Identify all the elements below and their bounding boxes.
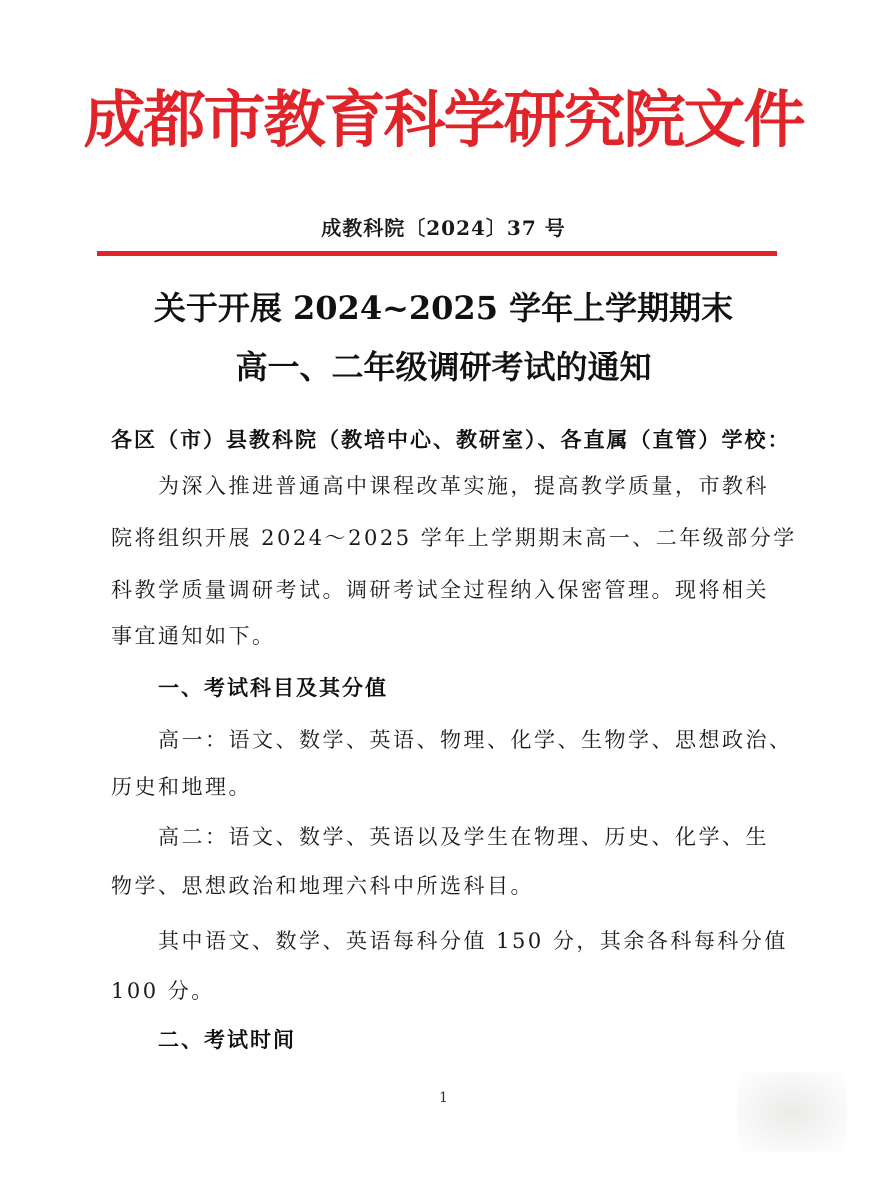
notice-title-line-1: 关于开展 2024~2025 学年上学期期末 [153,289,734,327]
score-values-line: 其中语文、数学、英语每科分值 150 分，其余各科每科分值 [158,929,788,953]
section-heading-subjects: 一、考试科目及其分值 [158,675,388,700]
org-header-title: 成都市教育科学研究院文件 [83,83,804,156]
intro-paragraph-line: 院将组织开展 2024～2025 学年上学期期末高一、二年级部分学 [111,526,797,550]
section-heading-exam-time: 二、考试时间 [158,1027,296,1052]
grade2-subjects-line: 高二：语文、数学、英语以及学生在物理、历史、化学、生 [158,825,769,849]
score-values-line: 100 分。 [111,979,215,1003]
grade1-subjects-line: 高一：语文、数学、英语、物理、化学、生物学、思想政治、 [158,728,793,752]
intro-paragraph-line: 为深入推进普通高中课程改革实施，提高教学质量，市教科 [158,474,769,498]
grade2-subjects-line: 物学、思想政治和地理六科中所选科目。 [111,874,534,898]
document-number: 成教科院〔2024〕37 号 [321,216,566,240]
scan-smudge [737,1072,847,1152]
page-number: 1 [439,1090,448,1106]
intro-paragraph-line: 科教学质量调研考试。调研考试全过程纳入保密管理。现将相关 [111,578,769,602]
red-divider-rule [97,251,777,256]
intro-paragraph-line: 事宜通知如下。 [111,624,276,648]
grade1-subjects-line: 历史和地理。 [111,775,252,799]
notice-title-line-2: 高一、二年级调研考试的通知 [235,348,652,386]
addressee-line: 各区（市）县教科院（教培中心、教研室）、各直属（直管）学校： [111,427,791,452]
